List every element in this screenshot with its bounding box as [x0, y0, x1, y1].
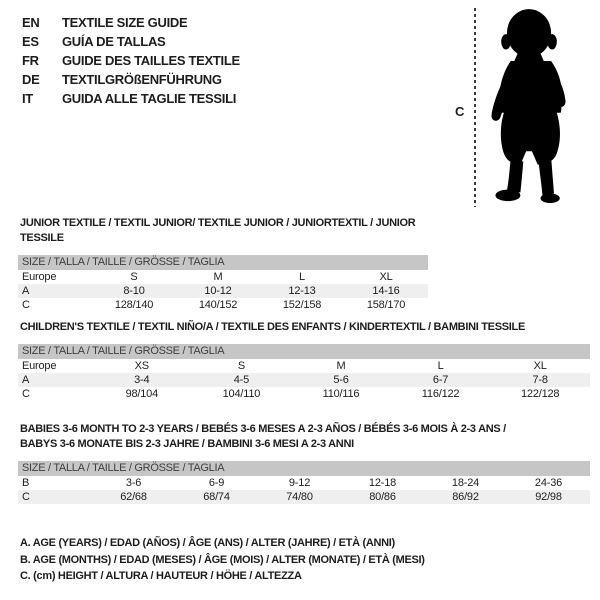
row-cell: M	[336, 360, 346, 372]
row-cell: 6-9	[208, 477, 225, 489]
row-cell: 14-16	[372, 285, 400, 297]
row-cell: 4-5	[233, 374, 250, 386]
row-cell: L	[437, 360, 444, 372]
language-row	[22, 32, 240, 51]
language-row	[22, 13, 240, 32]
row-cell: L	[299, 271, 305, 283]
height-figure	[450, 4, 598, 216]
language-code: FR	[22, 53, 39, 68]
row-cell: 24-36	[534, 477, 563, 489]
language-code: ES	[22, 34, 39, 49]
table-title: CHILDREN'S TEXTILE / TEXTIL NIÑO/A / TEXTILE DES ENFANTS / KINDERTEXTIL / BAMBINI TESSILE	[20, 321, 525, 333]
babies-size-table	[18, 461, 590, 504]
legend-line: A. AGE (YEARS) / EDAD (AÑOS) / ÂGE (ANS) / ALTER (JAHRE) / ETÀ (ANNI)	[20, 537, 395, 549]
row-cell: 18-24	[451, 477, 480, 489]
junior-size-table	[18, 255, 428, 312]
legend-line: C. (cm) HEIGHT / ALTURA / HAUTEUR / HÖHE / ALTEZZA	[20, 570, 302, 582]
height-label: C	[455, 104, 465, 119]
row-label: A	[22, 285, 30, 297]
row-cell: 12-18	[368, 477, 397, 489]
row-cell: 12-13	[288, 285, 316, 297]
row-cell: 116/122	[421, 388, 460, 400]
row-label: Europe	[22, 360, 57, 372]
language-code: DE	[22, 72, 40, 87]
row-cell: XL	[379, 271, 393, 283]
row-label: C	[22, 388, 30, 400]
row-cell: 74/80	[286, 491, 313, 503]
table-row	[18, 476, 590, 490]
language-title: GUÍA DE TALLAS	[62, 34, 166, 49]
language-code: EN	[22, 15, 40, 30]
language-row	[22, 51, 240, 70]
row-cell: 122/128	[520, 388, 560, 400]
language-row	[22, 89, 240, 108]
row-cell: XS	[134, 360, 149, 372]
table-size-header: SIZE / TALLA / TAILLE / GRÖSSE / TAGLIA	[18, 255, 428, 270]
language-title: TEXTILE SIZE GUIDE	[62, 15, 188, 30]
legend-line: B. AGE (MONTHS) / EDAD (MESES) / ÂGE (MOIS) / ALTER (MONATE) / ETÀ (MESI)	[20, 553, 425, 566]
row-cell: 158/170	[366, 299, 406, 311]
table-row	[18, 490, 590, 504]
language-list	[22, 13, 240, 108]
row-cell: 9-12	[288, 477, 311, 489]
language-code: IT	[22, 91, 33, 106]
baby-silhouette-icon	[482, 5, 578, 211]
language-title: GUIDE DES TAILLES TEXTILE	[62, 53, 240, 68]
row-label: C	[22, 491, 30, 503]
table-row	[18, 298, 428, 312]
row-cell: 110/116	[322, 388, 360, 400]
children-size-table	[18, 344, 590, 401]
row-cell: 86/92	[452, 491, 479, 503]
table-row	[18, 359, 590, 373]
children-textile-section	[18, 320, 590, 401]
table-row	[18, 270, 428, 284]
row-cell: 8-10	[123, 285, 145, 297]
row-cell: S	[130, 271, 138, 283]
row-cell: 140/152	[198, 299, 238, 311]
row-label: C	[22, 299, 30, 311]
row-cell: 152/158	[282, 299, 322, 311]
table-row	[18, 373, 590, 387]
row-cell: 62/68	[120, 491, 147, 503]
row-cell: 98/104	[125, 388, 159, 400]
row-cell: 80/86	[369, 491, 396, 503]
language-title: GUIDA ALLE TAGLIE TESSILI	[62, 91, 237, 106]
row-label: A	[22, 374, 30, 386]
table-row	[18, 387, 590, 401]
row-cell: 104/110	[222, 388, 261, 400]
row-label: B	[22, 477, 30, 489]
babies-textile-section	[18, 422, 590, 504]
row-cell: S	[237, 360, 245, 372]
row-cell: 6-7	[432, 374, 449, 386]
row-cell: 128/140	[114, 299, 154, 311]
row-label: Europe	[22, 271, 57, 283]
row-cell: M	[213, 271, 223, 283]
language-row	[22, 70, 240, 89]
row-cell: 68/74	[203, 491, 230, 503]
row-cell: 5-6	[333, 374, 349, 386]
row-cell: 3-6	[125, 477, 142, 489]
row-cell: 10-12	[204, 285, 232, 297]
legend	[20, 535, 425, 585]
table-size-header: SIZE / TALLA / TAILLE / GRÖSSE / TAGLIA	[18, 461, 590, 476]
table-title: JUNIOR TEXTILE / TEXTIL JUNIOR/ TEXTILE JUNIOR / JUNIORTEXTIL / JUNIOR TESSILE	[20, 217, 416, 244]
table-size-header: SIZE / TALLA / TAILLE / GRÖSSE / TAGLIA	[18, 344, 590, 359]
table-title: BABIES 3-6 MONTH TO 2-3 YEARS / BEBÉS 3-6 MESES A 2-3 AÑOS / BÉBÉS 3-6 MOIS À 2-3 ANS / BABYS 3-6 MONATE BIS 2-3 JAHRE / BAMBINI 3-6 MESI A 2-3 ANNI	[20, 423, 506, 450]
row-cell: 7-8	[532, 374, 548, 386]
height-dashed-line	[474, 8, 476, 207]
junior-textile-section	[18, 216, 428, 312]
row-cell: 92/98	[535, 491, 562, 503]
language-title: TEXTILGRÖßENFÜHRUNG	[62, 72, 222, 87]
row-cell: XL	[533, 360, 547, 372]
table-row	[18, 284, 428, 298]
row-cell: 3-4	[134, 374, 150, 386]
